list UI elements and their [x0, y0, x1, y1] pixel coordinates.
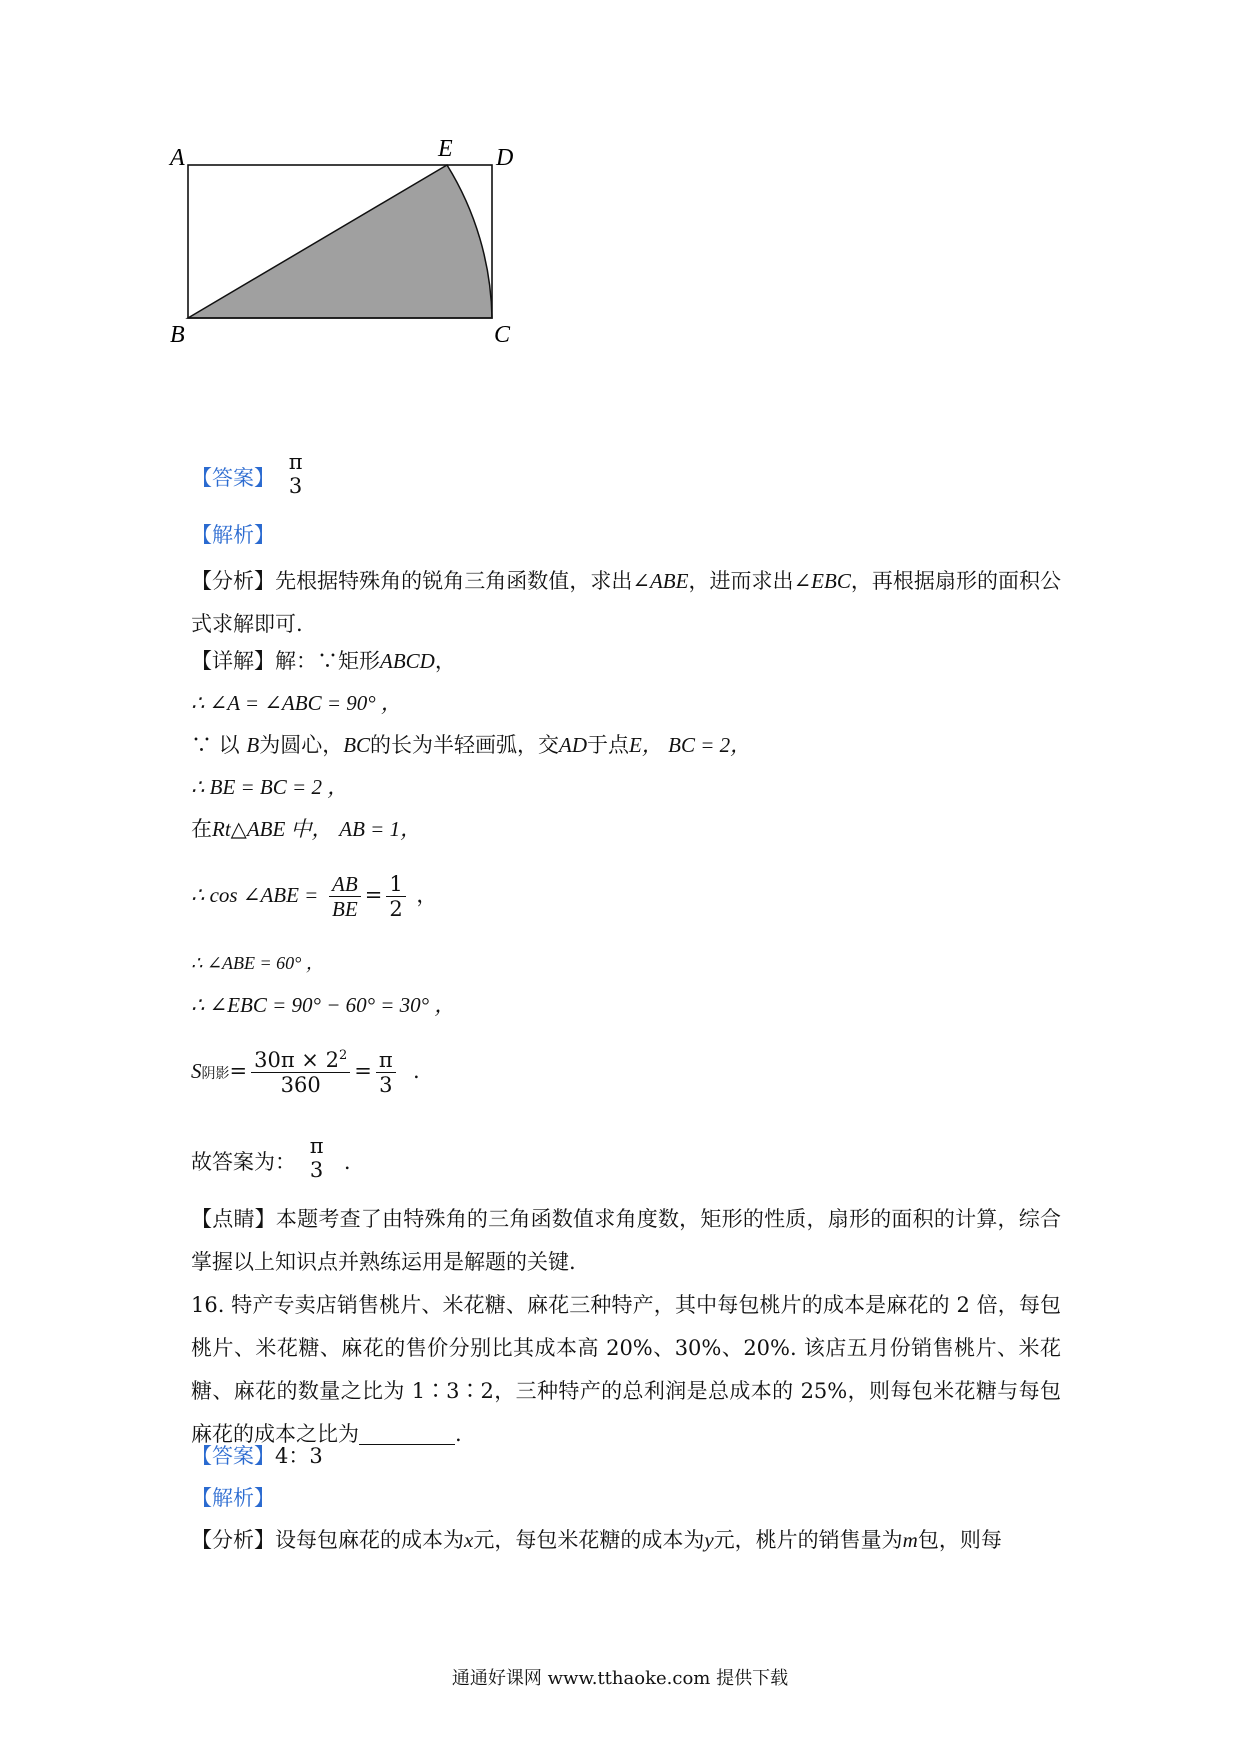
q15-line4: ∴ BE = BC = 2 ，	[191, 775, 349, 799]
q15-line3: ∵ 以 B为圆心，BC的长为半轻画弧，交AD于点E， BC = 2，	[191, 733, 752, 757]
one-half: $\frac{1}{2}$	[386, 872, 405, 921]
geometry-figure	[170, 136, 600, 395]
q15-xiangjie: 【详解】解：∵矩形ABCD，	[191, 649, 456, 673]
q16-fenxi: 【分析】设每包麻花的成本为x元，每包米花糖的成本为y元，桃片的销售量为m包，则每	[191, 1528, 1002, 1552]
answer-fraction: π 3	[288, 450, 303, 499]
q16-jiexi: 【解析】	[191, 1486, 275, 1510]
answer-blank	[359, 1422, 455, 1445]
point-label-d: D	[496, 145, 514, 171]
q16-answer: 【答案】4：3	[191, 1444, 323, 1468]
q15-dianjing: 【点睛】本题考查了由特殊角的三角函数值求角度数，矩形的性质，扇形的面积的计算，综合掌握以上知识点并熟练运用是解题的关键.	[191, 1207, 1062, 1274]
q15-cos-line: ∴ cos ∠ABE = $\frac{AB}{BE}$ = $\frac{1}{2}$ ，	[191, 872, 438, 922]
ab-over-be: $\frac{AB}{BE}$	[329, 872, 361, 921]
q15-jiexi: 【解析】	[191, 523, 275, 547]
q15-line8: ∴ ∠EBC = 90° − 60° = 30° ，	[191, 993, 456, 1017]
shaded-sector	[188, 165, 492, 318]
q15-line2: ∴ ∠A = ∠ABC = 90° ，	[191, 691, 402, 715]
area-fraction: $\frac{30\pi \times 2^2}{360}$	[251, 1048, 350, 1097]
page-footer: 通通好课网 www.tthaoke.com 提供下载	[451, 1668, 789, 1689]
point-label-c: C	[494, 322, 511, 348]
conclusion-fraction: π 3	[309, 1134, 324, 1183]
q15-fenxi: 【分析】先根据特殊角的锐角三角函数值，求出∠ABE，进而求出∠EBC，再根据扇形的面积公式求解即可.	[191, 569, 1062, 636]
q15-conclusion: 故答案为： π 3 .	[191, 1134, 351, 1183]
q15-line5: 在Rt△ABE 中， AB = 1，	[191, 817, 422, 841]
q15-area-formula: S阴影= $\frac{30\pi \times 2^2}{360}$ = $\frac{\pi}{3}$ .	[191, 1048, 420, 1098]
pi-over-three: $\frac{\pi}{3}$	[376, 1048, 396, 1097]
q15-answer	[191, 450, 310, 498]
q16-stem: 16. 特产专卖店销售桃片、米花糖、麻花三种特产，其中每包桃片的成本是麻花的 2 倍，每包桃片、米花糖、麻花的售价分别比其成本高 20%、30%、20%. 该店五月份销售桃片、米花糖、麻花的数量之比为 1∶3∶2，三种特产的总利润是总成本的 25%，则每包米花糖与每包麻花的成本之比为 .	[191, 1293, 1061, 1446]
point-label-e: E	[438, 136, 453, 162]
point-label-a: A	[170, 145, 185, 171]
q15-line7: ∴ ∠ABE = 60° ，	[191, 953, 324, 973]
answer-tag: 【答案】	[191, 466, 275, 491]
point-label-b: B	[170, 322, 185, 348]
